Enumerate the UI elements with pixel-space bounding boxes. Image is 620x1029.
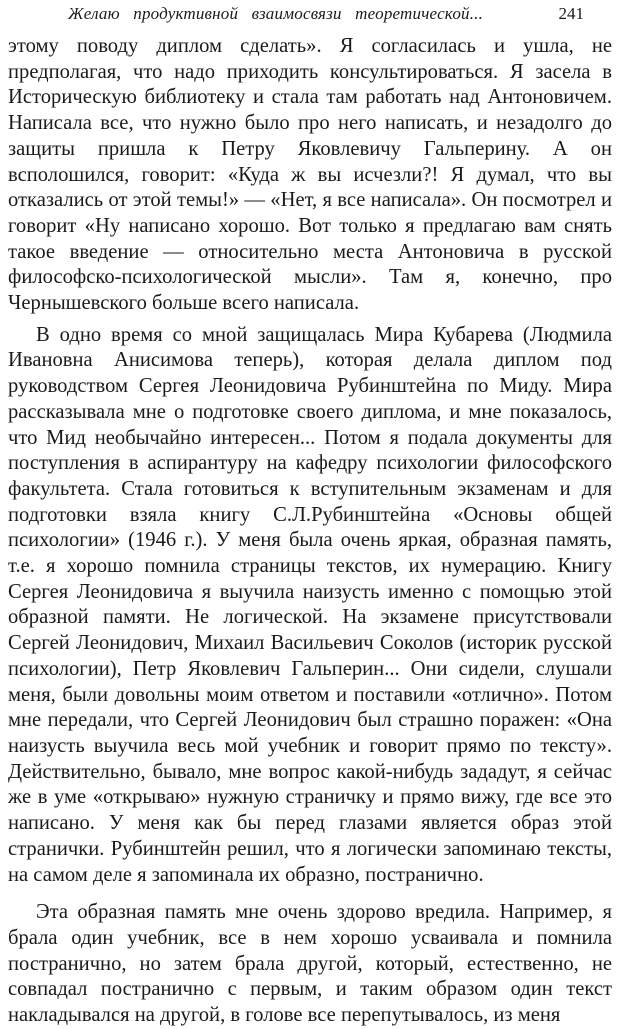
body-text — [8, 34, 612, 1029]
running-head — [36, 4, 584, 26]
paragraph-2: В одно время со мной защищалась Мира Кубарева (Людмила Ивановна Анисимова теперь), которая делала диплом под руководством Сергея Леонидовича Рубинштейна по Миду. Мира рассказывала мне о подготовке своего диплома, и мне показалось, что Мид необычайно интересен... Потом я подала документы для поступления в аспирантуру на кафедру психологии философского факультета. Стала готовиться к вступительным экзаменам и для подготовки взяла книгу С.Л.Рубинштейна «Основы общей психологии» (1946 г.). У меня была очень яркая, образная память, т.е. я хорошо помнила страницы текстов, их нумерацию. Книгу Сергея Леонидовича я выучила наизусть именно с помощью этой образной памяти. Не логической. На экзамене присутствовали Сергей Леонидович, Михаил Васильевич Соколов (историк русской психологии), Петр Яковлевич Гальперин... Они сидели, слушали меня, были довольны моим ответом и поставили «отлично». Потом мне передали, что Сергей Леонидович был страшно поражен: «Она наизусть выучила весь мой учебник и говорит прямо по тексту». Действительно, бывало, мне вопрос какой-нибудь зададут, я сейчас же в уме «открываю» нужную страничку и прямо вижу, где все это написано. У меня как бы перед глазами является образ этой странички. Рубинштейн решил, что я логически запоминаю тексты, на самом деле я запоминала их образно, постранично. — [8, 323, 612, 886]
paragraph-3: Эта образная память мне очень здорово вредила. Например, я брала один учебник, все в нем хорошо усваивала и помнила постранично, но затем брала другой, который, естественно, не совпадал постранично с первым, и таким образом один текст накладывался на другой, в голове все перепутывалось, из меня — [8, 901, 612, 1027]
running-title: Желаю продуктивной взаимосвязи теоретической... — [68, 4, 484, 23]
paragraph-1: этому поводу диплом сделать». Я согласилась и ушла, не предполагая, что надо приходить консультироваться. Я засела в Историческую библиотеку и стала там работать над Антоновичем. Написала все, что нужно было про него написать, и незадолго до защиты пришла к Петру Яковлевичу Гальперину. А он всполошился, говорит: «Куда ж вы исчезли?! Я думал, что вы отказались от этой темы!» — «Нет, я все написала». Он посмотрел и говорит «Ну написано хорошо. Вот только я предлагаю вам снять такое введение — относительно места Антоновича в русской философско-психологической мысли». Там я, конечно, про Чернышевского больше всего написала. — [8, 35, 612, 315]
page-number: 241 — [558, 4, 584, 23]
